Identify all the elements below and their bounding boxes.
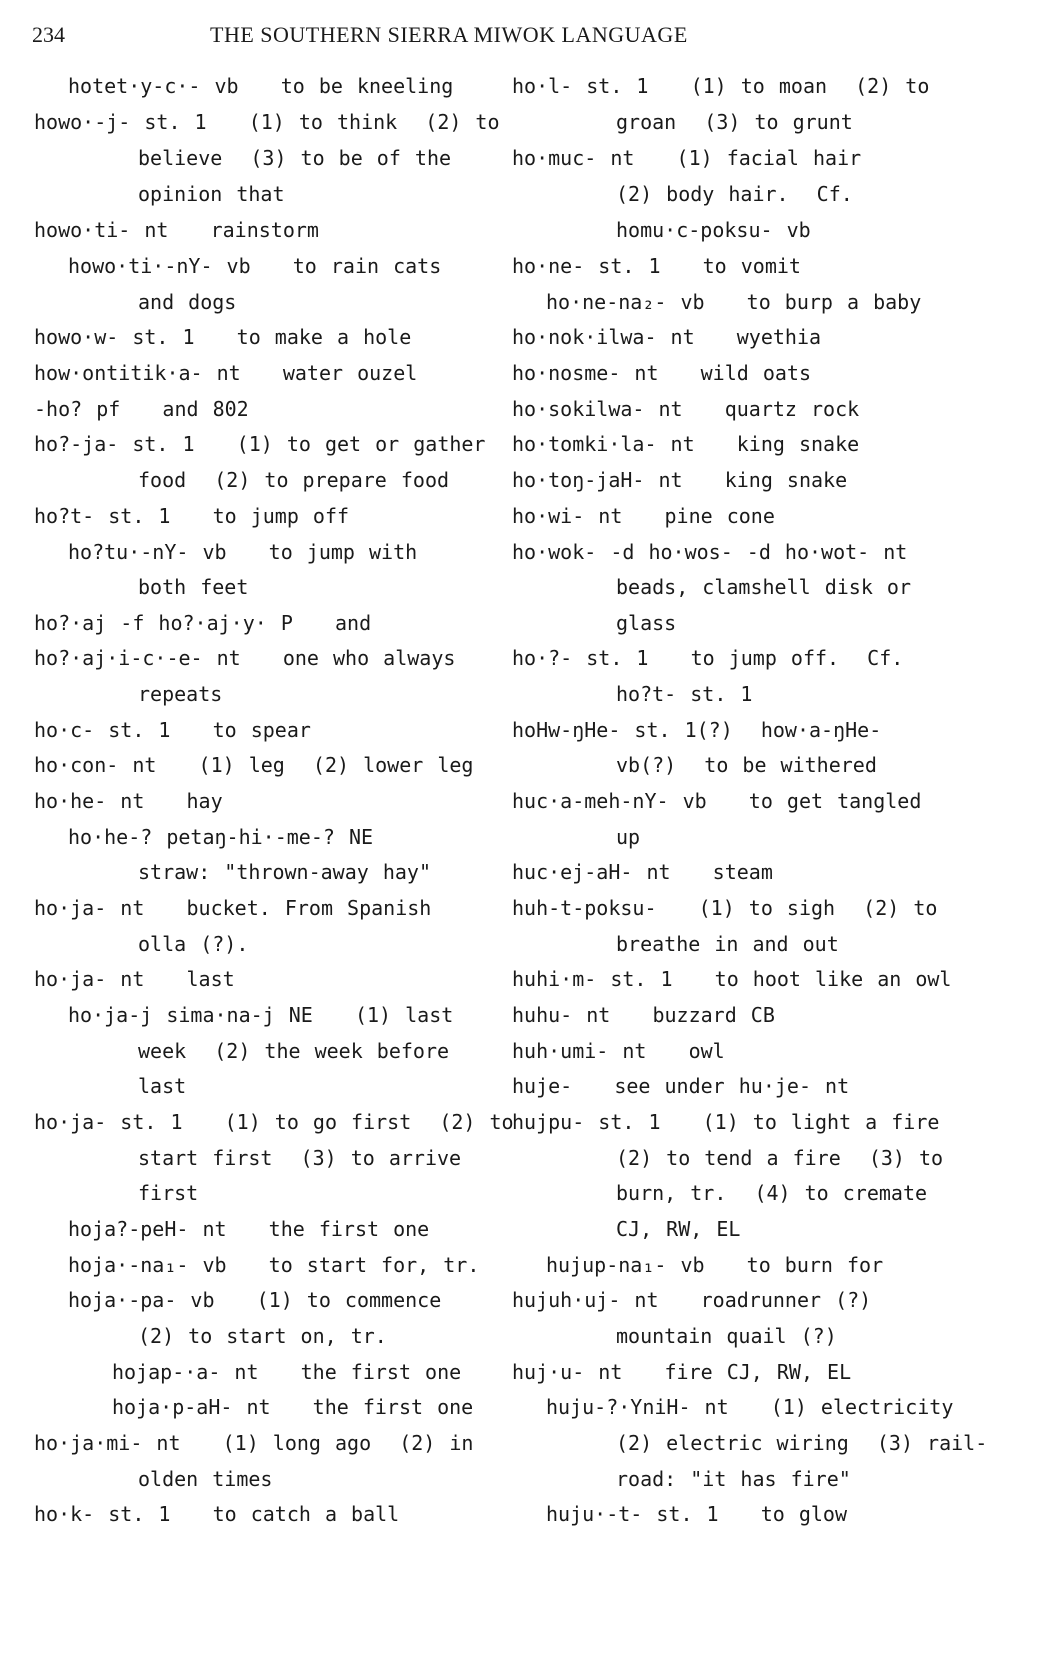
dictionary-entry-line: ho·ja- st. 1 (1) to go first (2) to xyxy=(34,1110,514,1134)
dictionary-entry-line: hujup-na₁- vb to burn for xyxy=(546,1253,884,1277)
entry-continuation-line: ho?t- st. 1 xyxy=(616,682,753,706)
dictionary-entry-line: ho·ja·mi- nt (1) long ago (2) in xyxy=(34,1431,474,1455)
entry-continuation-line: olla (?). xyxy=(138,932,249,956)
dictionary-entry-line: ho·con- nt (1) leg (2) lower leg xyxy=(34,753,474,777)
dictionary-entry-line: huj·u- nt fire CJ, RW, EL xyxy=(512,1360,852,1384)
dictionary-entry-line: ho·ne-na₂- vb to burp a baby xyxy=(546,290,922,314)
dictionary-entry-line: ho?·aj·i-c·-e- nt one who always xyxy=(34,646,456,670)
entry-continuation-line: olden times xyxy=(138,1467,273,1491)
dictionary-entry-line: how·ontitik·a- nt water ouzel xyxy=(34,361,418,385)
dictionary-entry-line: ho·nosme- nt wild oats xyxy=(512,361,811,385)
entry-continuation-line: CJ, RW, EL xyxy=(616,1217,741,1241)
dictionary-entry-line: huhi·m- st. 1 to hoot like an owl xyxy=(512,967,952,991)
dictionary-entry-line: ho?·aj -f ho?·aj·y· P and xyxy=(34,611,372,635)
dictionary-entry-line: hoja·-pa- vb (1) to commence xyxy=(68,1288,442,1312)
dictionary-entry-line: hojap-·a- nt the first one xyxy=(112,1360,462,1384)
dictionary-entry-line: huh·umi- nt owl xyxy=(512,1039,725,1063)
entry-continuation-line: groan (3) to grunt xyxy=(616,110,853,134)
entry-continuation-line: glass xyxy=(616,611,677,635)
dictionary-entry-line: ho·ja- nt last xyxy=(34,967,235,991)
dictionary-entry-line: huju-?·YniH- nt (1) electricity xyxy=(546,1395,954,1419)
dictionary-entry-line: hotet·y-c·- vb to be kneeling xyxy=(68,74,454,98)
dictionary-entry-line: ho·ja- nt bucket. From Spanish xyxy=(34,896,432,920)
entry-continuation-line: week (2) the week before xyxy=(138,1039,450,1063)
dictionary-entry-line: -ho? pf and 802 xyxy=(34,397,249,421)
dictionary-entry-line: howo·ti- nt rainstorm xyxy=(34,218,319,242)
entry-continuation-line: road: "it has fire" xyxy=(616,1467,851,1491)
entry-continuation-line: last xyxy=(138,1074,187,1098)
dictionary-entry-line: huhu- nt buzzard CB xyxy=(512,1003,775,1027)
dictionary-entry-line: huju·-t- st. 1 to glow xyxy=(546,1502,847,1526)
entry-continuation-line: beads, clamshell disk or xyxy=(616,575,911,599)
entry-continuation-line: up xyxy=(616,825,641,849)
dictionary-entry-line: ho·l- st. 1 (1) to moan (2) to xyxy=(512,74,930,98)
dictionary-entry-line: ho·nok·ilwa- nt wyethia xyxy=(512,325,822,349)
entry-continuation-line: opinion that xyxy=(138,182,285,206)
entry-continuation-line: mountain quail (?) xyxy=(616,1324,837,1348)
entry-continuation-line: (2) body hair. Cf. xyxy=(616,182,853,206)
dictionary-entry-line: hoHw-ŋHe- st. 1(?) how·a-ŋHe- xyxy=(512,718,882,742)
dictionary-entry-line: ho·tomki·la- nt king snake xyxy=(512,432,860,456)
dictionary-entry-line: howo·w- st. 1 to make a hole xyxy=(34,325,412,349)
dictionary-entry-line: huh-t-poksu- (1) to sigh (2) to xyxy=(512,896,938,920)
entry-continuation-line: both feet xyxy=(138,575,249,599)
running-head: THE SOUTHERN SIERRA MIWOK LANGUAGE xyxy=(210,22,688,47)
dictionary-entry-line: hujpu- st. 1 (1) to light a fire xyxy=(512,1110,940,1134)
dictionary-entry-line: ho·ja-j sima·na-j NE (1) last xyxy=(68,1003,454,1027)
entry-continuation-line: straw: "thrown-away hay" xyxy=(138,860,431,884)
entry-continuation-line: burn, tr. (4) to cremate xyxy=(616,1181,928,1205)
dictionary-entry-line: howo·ti·-nY- vb to rain cats xyxy=(68,254,442,278)
dictionary-entry-line: huje- see under hu·je- nt xyxy=(512,1074,850,1098)
dictionary-entry-line: ho·toŋ-jaH- nt king snake xyxy=(512,468,848,492)
dictionary-entry-line: ho·c- st. 1 to spear xyxy=(34,718,311,742)
dictionary-entry-line: ho·ne- st. 1 to vomit xyxy=(512,254,801,278)
dictionary-entry-line: hujuh·uj- nt roadrunner (?) xyxy=(512,1288,872,1312)
dictionary-entry-line: ho?-ja- st. 1 (1) to get or gather xyxy=(34,432,486,456)
dictionary-entry-line: ho·wok- -d ho·wos- -d ho·wot- nt xyxy=(512,540,908,564)
dictionary-entry-line: huc·a-meh-nY- vb to get tangled xyxy=(512,789,922,813)
entry-continuation-line: vb(?) to be withered xyxy=(616,753,877,777)
dictionary-entry-line: hoja·-na₁- vb to start for, tr. xyxy=(68,1253,480,1277)
page-header xyxy=(32,22,1012,54)
entry-continuation-line: homu·c-poksu- vb xyxy=(616,218,811,242)
entry-continuation-line: and dogs xyxy=(138,290,237,314)
dictionary-entry-line: ho·wi- nt pine cone xyxy=(512,504,775,528)
dictionary-entry-line: huc·ej-aH- nt steam xyxy=(512,860,773,884)
entry-continuation-line: (2) electric wiring (3) rail- xyxy=(616,1431,988,1455)
dictionary-entry-line: ho·he-? petaŋ-hi·-me-? NE xyxy=(68,825,374,849)
dictionary-entry-line: ho?tu·-nY- vb to jump with xyxy=(68,540,418,564)
entry-continuation-line: (2) to tend a fire (3) to xyxy=(616,1146,944,1170)
entry-continuation-line: first xyxy=(138,1181,199,1205)
dictionary-entry-line: ho·he- nt hay xyxy=(34,789,223,813)
dictionary-entry-line: ho?t- st. 1 to jump off xyxy=(34,504,350,528)
dictionary-entry-line: hoja·p-aH- nt the first one xyxy=(112,1395,474,1419)
dictionary-entry-line: ho·?- st. 1 to jump off. Cf. xyxy=(512,646,904,670)
page-number: 234 xyxy=(32,22,65,47)
entry-continuation-line: repeats xyxy=(138,682,223,706)
entry-continuation-line: start first (3) to arrive xyxy=(138,1146,462,1170)
dictionary-entry-line: ho·k- st. 1 to catch a ball xyxy=(34,1502,400,1526)
entry-continuation-line: food (2) to prepare food xyxy=(138,468,450,492)
dictionary-entry-line: hoja?-peH- nt the first one xyxy=(68,1217,430,1241)
entry-continuation-line: breathe in and out xyxy=(616,932,839,956)
dictionary-entry-line: ho·sokilwa- nt quartz rock xyxy=(512,397,860,421)
entry-continuation-line: (2) to start on, tr. xyxy=(138,1324,387,1348)
dictionary-entry-line: howo·-j- st. 1 (1) to think (2) to xyxy=(34,110,500,134)
dictionary-entry-line: ho·muc- nt (1) facial hair xyxy=(512,146,862,170)
entry-continuation-line: believe (3) to be of the xyxy=(138,146,452,170)
